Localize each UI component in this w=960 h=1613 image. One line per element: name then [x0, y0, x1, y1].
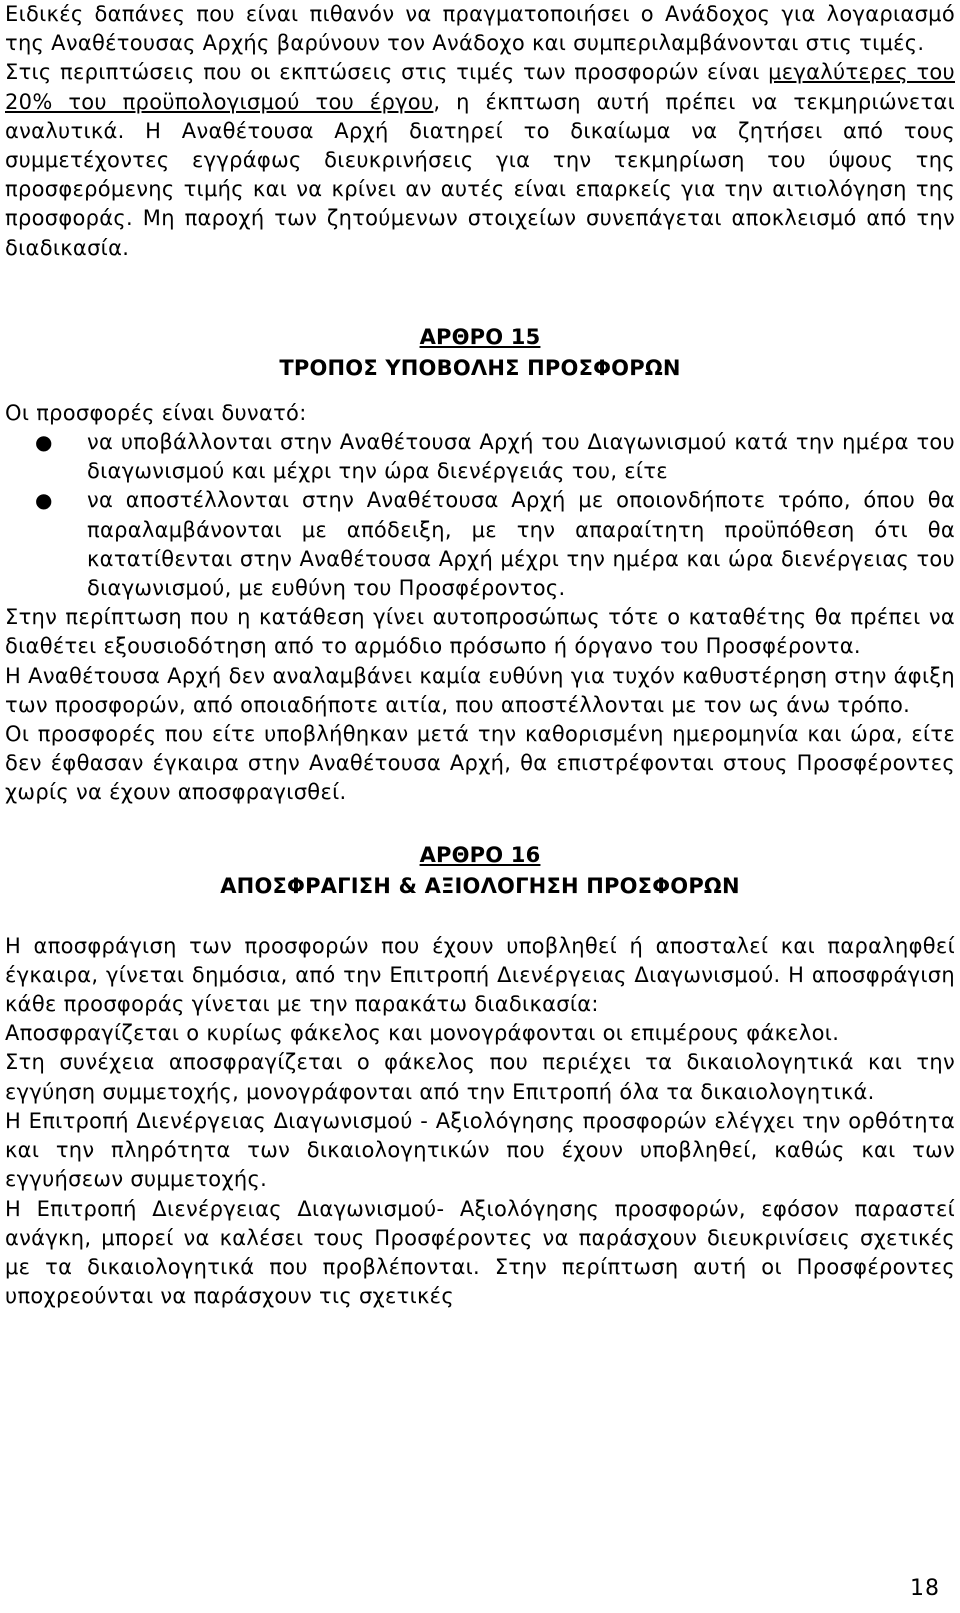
spacer — [5, 808, 955, 840]
intro-paragraph-2-underlined: μεγαλύτερες του 20% του προϋπολογισμού του έργου — [5, 60, 955, 114]
article-15-paragraph-1: Στην περίπτωση που η κατάθεση γίνει αυτοπροσώπως τότε ο καταθέτης θα πρέπει να διαθέτει εξουσιοδότηση από το αρμόδιο πρόσωπο ή όργανο του Προσφέροντα. — [5, 605, 955, 659]
article-15-bullet-list — [5, 428, 955, 603]
article-16-title: ΑΠΟΣΦΡΑΓΙΣΗ & ΑΞΙΟΛΟΓΗΣΗ ΠΡΟΣΦΟΡΩΝ — [220, 873, 740, 898]
intro-paragraph-1: Ειδικές δαπάνες που είναι πιθανόν να πραγματοποιήσει ο Ανάδοχος για λογαριασμό της Αναθέτουσας Αρχής βαρύνουν τον Ανάδοχο και συμπεριλαμβάνονται στις τιμές. — [5, 2, 955, 56]
list-item — [5, 428, 955, 486]
article-16-paragraph-1: Η αποσφράγιση των προσφορών που έχουν υποβληθεί ή αποσταλεί και παραληφθεί έγκαιρα, γίνεται δημόσια, από την Επιτροπή Διενέργειας Διαγωνισμού. Η αποσφράγιση κάθε προσφοράς γίνεται με την παρακάτω διαδικασία: — [5, 933, 955, 1017]
intro-paragraph-2-end: , η έκπτωση αυτή πρέπει να τεκμηριώνεται αναλυτικά. Η Αναθέτουσα Αρχή διατηρεί το δικαίωμα να ζητήσει από τους συμμετέχοντες εγγράφως διευκρινήσεις για την τεκμηρίωση του ύψους της προσφερόμενης τιμής και να κρίνει αν αυτές είναι επαρκείς για την αιτιολόγηση της προσφοράς. Μη παροχή των ζητούμενων στοιχείων συνεπάγεται αποκλεισμό από την διαδικασία. — [5, 89, 956, 260]
spacer — [5, 384, 955, 399]
article-16-number: ΑΡΘΡΟ 16 — [419, 842, 541, 867]
spacer — [5, 263, 955, 322]
list-item-text: να αποστέλλονται στην Αναθέτουσα Αρχή με οποιονδήποτε τρόπο, όπου θα παραλαμβάνονται με απόδειξη, με την απαραίτητη προϋπόθεση ότι θα κατατίθενται στην Αναθέτουσα Αρχή μέχρι την ημέρα και ώρα διενέργειας του διαγωνισμού, με ευθύνη του Προσφέροντος. — [87, 488, 955, 601]
article-16-paragraph-3: Στη συνέχεια αποσφραγίζεται ο φάκελος που περιέχει τα δικαιολογητικά και την εγγύηση συμμετοχής, μονογράφονται από την Επιτροπή όλα τα δικαιολογητικά. — [5, 1050, 955, 1104]
article-16-paragraph-5: Η Επιτροπή Διενέργειας Διαγωνισμού- Αξιολόγησης προσφορών, εφόσον παραστεί ανάγκη, μπορεί να καλέσει τους Προσφέροντες να παράσχουν διευκρινίσεις σχετικές με τα δικαιολογητικά που προβλέπονται. Στην περίπτωση αυτή οι Προσφέροντες υποχρεούνται να παράσχουν τις σχετικές — [5, 1196, 955, 1309]
bullet-icon: ● — [35, 430, 53, 455]
list-item — [5, 486, 955, 603]
list-item-text: να υποβάλλονται στην Αναθέτουσα Αρχή του Διαγωνισμού κατά την ημέρα του διαγωνισμού και μέχρι την ώρα διενέργειάς του, είτε — [87, 430, 955, 484]
article-16-paragraph-4: Η Επιτροπή Διενέργειας Διαγωνισμού - Αξιολόγησης προσφορών ελέγχει την ορθότητα και την πληρότητα των δικαιολογητικών που έχουν υποβληθεί, καθώς και των εγγυήσεων συμμετοχής. — [5, 1108, 955, 1192]
article-16-paragraph-2: Αποσφραγίζεται ο κυρίως φάκελος και μονογράφονται οι επιμέρους φάκελοι. — [5, 1021, 840, 1046]
bullet-icon: ● — [35, 488, 53, 513]
article-16-heading — [5, 840, 955, 902]
document-page — [5, 0, 955, 1311]
article-15-title: ΤΡΟΠΟΣ ΥΠΟΒΟΛΗΣ ΠΡΟΣΦΟΡΩΝ — [279, 355, 681, 380]
page-number: 18 — [910, 1576, 940, 1601]
spacer — [5, 902, 955, 932]
article-15-number: ΑΡΘΡΟ 15 — [419, 324, 541, 349]
article-15-heading — [5, 322, 955, 384]
intro-paragraph-2-start: Στις περιπτώσεις που οι εκπτώσεις στις τιμές των προσφορών είναι — [5, 60, 769, 85]
article-15-paragraph-3: Οι προσφορές που είτε υποβλήθηκαν μετά την καθορισμένη ημερομηνία και ώρα, είτε δεν έφθασαν έγκαιρα στην Αναθέτουσα Αρχή, θα επιστρέφονται στους Προσφέροντες χωρίς να έχουν αποσφραγισθεί. — [5, 722, 955, 805]
article-15-lead: Οι προσφορές είναι δυνατό: — [5, 400, 307, 425]
article-15-paragraph-2: Η Αναθέτουσα Αρχή δεν αναλαμβάνει καμία ευθύνη για τυχόν καθυστέρηση στην άφιξη των προσφορών, από οποιαδήποτε αιτία, που αποστέλλονται με τον ως άνω τρόπο. — [5, 663, 955, 717]
intro-paragraph-2 — [5, 58, 955, 262]
